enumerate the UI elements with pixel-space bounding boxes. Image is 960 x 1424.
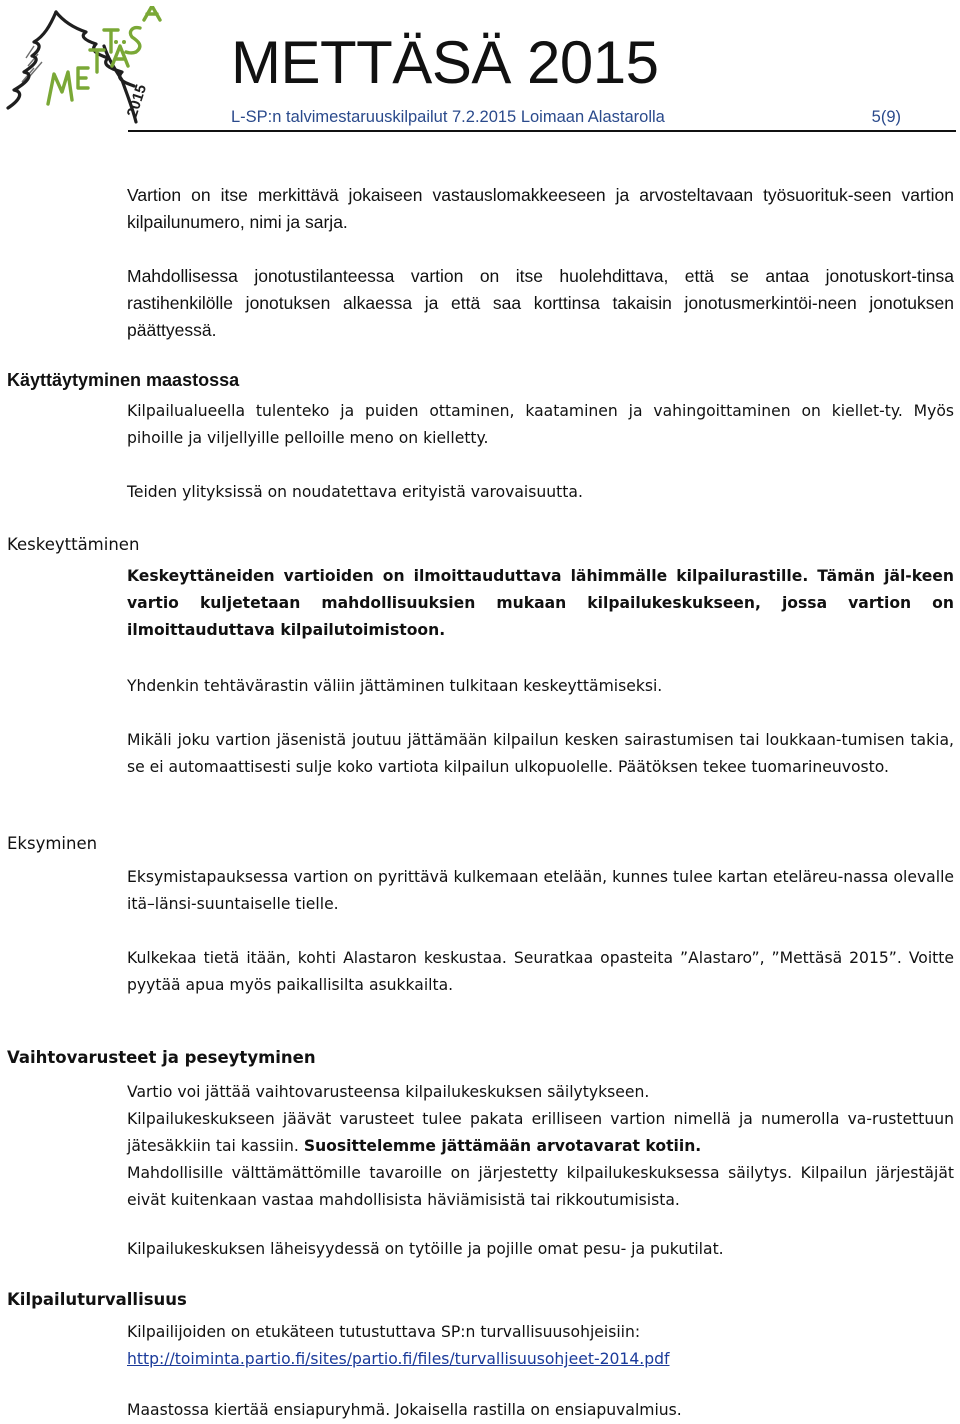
header-subtitle-row bbox=[231, 106, 901, 128]
section-heading-eksyminen: Eksyminen bbox=[7, 834, 98, 853]
turvallisuus-intro: Kilpailijoiden on etukäteen tutustuttava SP:n turvallisuusohjeisiin: bbox=[127, 1323, 641, 1341]
section-heading-vaihtovarusteet: Vaihtovarusteet ja peseytyminen bbox=[7, 1048, 316, 1067]
section-heading-turvallisuus: Kilpailuturvallisuus bbox=[7, 1290, 187, 1309]
eksyminen-paragraph-1: Eksymistapauksessa vartion on pyrittävä kulkemaan etelään, kunnes tulee kartan eteläreu-nassa olevalle itä–länsi-suuntaiselle tielle. bbox=[127, 868, 954, 913]
turvallisuus-paragraph-2: Maastossa kiertää ensiapuryhmä. Jokaisella rastilla on ensiapuvalmius. bbox=[127, 1401, 682, 1419]
intro-paragraph-1: Vartion on itse merkittävä jokaiseen vastauslomakkeeseen ja arvosteltavaan työsuorituk-seen vartion kilpailunumero, nimi ja sarja. bbox=[127, 185, 954, 232]
kayttaytyminen-paragraph-1: Kilpailualueella tulenteko ja puiden ottaminen, kaataminen ja vahingoittaminen on kiellet-ty. Myös pihoille ja viljellyille pelloille meno on kielletty. bbox=[127, 402, 954, 447]
keskeyttaminen-paragraph-1: Keskeyttäneiden vartioiden on ilmoittauduttava lähimmälle kilpailurastille. Tämän jäl-keen vartio kuljetetaan mahdollisuuksien mukaan kilpailukeskukseen, jossa vartion on ilmoittauduttava kilpailutoimistoon. bbox=[127, 567, 954, 639]
header-divider bbox=[128, 130, 956, 132]
vaihtovarusteet-line-1: Vartio voi jättää vaihtovarusteensa kilpailukeskuksen säilytykseen. bbox=[127, 1083, 650, 1101]
keskeyttaminen-paragraph-2: Yhdenkin tehtävärastin väliin jättäminen tulkitaan keskeyttämiseksi. bbox=[127, 677, 663, 695]
section-heading-kayttaytyminen: Käyttäytyminen maastossa bbox=[7, 370, 240, 390]
kayttaytyminen-paragraph-2: Teiden ylityksissä on noudatettava erityistä varovaisuutta. bbox=[127, 483, 583, 501]
vaihtovarusteet-text: Kilpailukeskukseen jäävät varusteet tulee pakata erilliseen vartion nimellä ja numerolla va-rustettuun jätesäkkiin tai kassiin. bbox=[127, 1110, 954, 1155]
section-heading-keskeyttaminen: Keskeyttäminen bbox=[7, 535, 140, 554]
vaihtovarusteet-paragraph-2 bbox=[127, 1106, 954, 1160]
safety-instructions-link[interactable]: http://toiminta.partio.fi/sites/partio.fi/files/turvallisuusohjeet-2014.pdf bbox=[127, 1350, 670, 1368]
vaihtovarusteet-recommendation: Suosittelemme jättämään arvotavarat kotiin. bbox=[303, 1137, 702, 1155]
vaihtovarusteet-paragraph-4: Kilpailukeskuksen läheisyydessä on tytöille ja pojille omat pesu- ja pukutilat. bbox=[127, 1240, 724, 1258]
logo-year: 2015 bbox=[123, 82, 151, 120]
intro-paragraph-2: Mahdollisessa jonotustilanteessa vartion on itse huolehdittava, että se antaa jonotuskort-tinsa rastihenkilölle jonotuksen alkaessa ja että saa korttinsa takaisin jonotusmerkintöi-neen jonotuksen päättyessä. bbox=[127, 266, 954, 340]
keskeyttaminen-paragraph-3: Mikäli joku vartion jäsenistä joutuu jättämään kilpailun kesken sairastumisen tai loukkaan-tumisen takia, se ei automaattisesti sulje koko vartiota kilpailun ulkopuolelle. Päätöksen tekee tuomarineuvosto. bbox=[127, 731, 954, 776]
turvallisuus-paragraph-1 bbox=[127, 1319, 954, 1373]
vaihtovarusteet-paragraph-3: Mahdollisille välttämättömille tavaroille on järjestetty kilpailukeskuksessa säilytys. Kilpailun järjestäjät eivät kuitenkaan vastaa mahdollisista häviämisistä tai rikkoutumisista. bbox=[127, 1164, 954, 1209]
page-title: METTÄSÄ 2015 bbox=[231, 29, 659, 96]
pine-tree-logo bbox=[4, 6, 220, 126]
event-subtitle: L-SP:n talvimestaruuskilpailut 7.2.2015 Loimaan Alastarolla bbox=[231, 108, 665, 126]
page-number: 5(9) bbox=[871, 108, 901, 126]
eksyminen-paragraph-2: Kulkekaa tietä itään, kohti Alastaron keskustaa. Seuratkaa opasteita ”Alastaro”, ”Mettäsä 2015”. Voitte pyytää apua myös paikallisilta asukkailta. bbox=[127, 949, 954, 994]
